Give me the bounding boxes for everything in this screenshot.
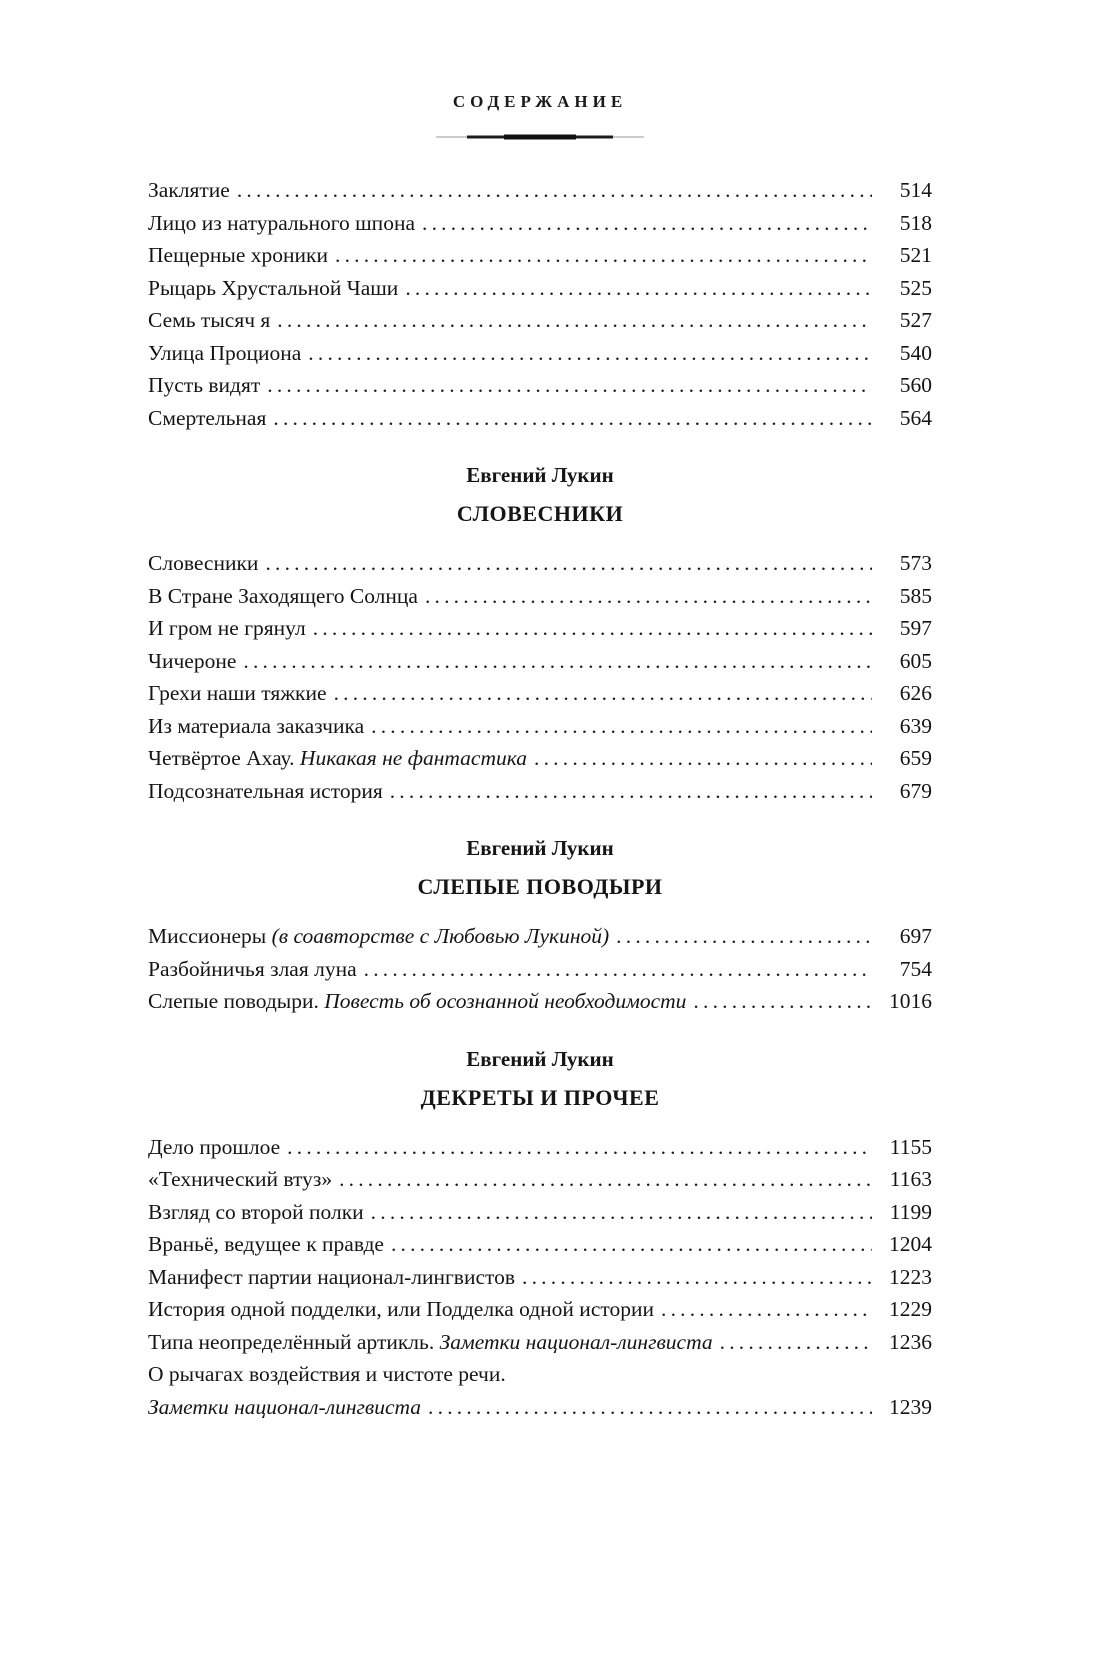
entry-title [148,985,686,1018]
dot-leader [661,1293,872,1326]
entry-title-part: Манифест партии национал-лингвистов [148,1264,516,1289]
toc-entry [148,304,932,337]
toc-entry [148,1326,932,1359]
toc-entry [148,1293,932,1326]
toc-entry [148,547,932,580]
toc-entry [148,1391,932,1424]
toc-entry [148,1163,932,1196]
entry-title-part: Из материала заказчика [148,713,365,738]
entry-title-part: Грехи наши тяжкие [148,681,327,705]
dot-leader [371,1196,872,1229]
page-number: 1236 [889,1329,932,1354]
entry-title [148,304,270,337]
dot-leader [391,1228,872,1261]
dot-leader [425,580,872,613]
dot-leader [313,612,872,645]
entry-title [148,677,327,710]
entry-title [148,547,258,580]
toc-entry-list [148,920,932,1018]
dot-leader [243,645,872,678]
dot-leader [273,402,872,435]
page-number: 1239 [889,1394,932,1419]
dot-leader [308,337,872,370]
toc-content [148,92,932,1423]
page-number: 525 [899,275,932,300]
toc-entry [148,1261,932,1294]
page-number: 1155 [889,1134,932,1159]
dot-leader [237,174,872,207]
divider-thick-line [504,134,576,139]
entry-title-part: Заклятие [148,178,230,202]
entry-title [148,174,230,207]
dot-leader [390,775,872,808]
entry-title-part: Разбойничья злая луна [148,956,357,981]
page-number: 1223 [889,1264,932,1289]
entry-title-part: Четвёртое Ахау. [148,746,300,770]
dot-leader [364,953,872,986]
entry-title [148,612,306,645]
entry-title [148,710,364,743]
dot-leader [371,710,872,743]
toc-entry [148,207,932,240]
entry-title-italic-part: Заметки национал-лингвиста [148,1394,422,1419]
toc-entry [148,1131,932,1164]
dot-leader [339,1163,872,1196]
section-heading: СЛОВЕСНИКИ [456,501,624,526]
dot-leader [267,369,872,402]
entry-title [148,953,357,986]
dot-leader [720,1326,872,1359]
section-heading: СЛЕПЫЕ ПОВОДЫРИ [417,874,663,899]
toc-entry-list [148,1131,932,1424]
entry-title [148,1163,332,1196]
entry-title-part: Лицо из натурального шпона [148,210,415,235]
page-number: 573 [899,551,932,575]
section-heading: ДЕКРЕТЫ И ПРОЧЕЕ [420,1084,660,1110]
dot-leader [693,985,872,1018]
entry-title [148,207,415,240]
entry-title-part: История одной подделки, или Подделка одной истории [148,1297,654,1321]
entry-title [148,1358,506,1391]
entry-title [148,1131,280,1164]
entry-title [148,337,301,370]
page-number: 1016 [889,989,932,1013]
entry-title-part: Подсознательная история [148,778,383,803]
entry-title [148,402,266,435]
dot-leader [428,1391,872,1424]
entry-title-part: Враньё, ведущее к правде [148,1232,384,1256]
dot-leader [616,920,872,953]
toc-entry [148,710,932,743]
toc-entry [148,272,932,305]
dot-leader [335,239,872,272]
entry-title-part: Семь тысяч я [148,308,271,332]
page-number: 514 [899,178,932,202]
page-number: 564 [899,405,932,430]
toc-section [148,174,932,434]
page-number: 1163 [889,1167,932,1191]
page-number: 639 [899,713,932,738]
section-author: Евгений Лукин [466,1046,614,1071]
page-number: 605 [899,648,932,673]
dot-leader [422,207,872,240]
toc-entry [148,920,932,953]
entry-title-part: Миссионеры [148,924,272,948]
page-number: 697 [899,924,932,948]
section-author: Евгений Лукин [466,463,614,487]
entry-title-part: Чичероне [148,648,237,673]
entry-title-part: Улица Проциона [148,340,302,365]
page-number: 754 [899,956,932,981]
toc-section [148,460,932,807]
dot-leader [265,547,872,580]
page-number: 560 [899,373,932,397]
entry-title [148,1228,384,1261]
entry-title [148,369,260,402]
entry-title-part: Словесники [148,551,259,575]
page-number: 679 [899,778,932,803]
toc-entry-list [148,174,932,434]
entry-title-part: Типа неопределённый артикль. [148,1329,440,1354]
entry-title-part: Дело прошлое [148,1134,281,1159]
dot-leader [287,1131,872,1164]
toc-entry [148,580,932,613]
dot-leader [522,1261,872,1294]
toc-sections [148,174,932,1423]
toc-entry [148,1228,932,1261]
page-number: 597 [899,616,932,640]
toc-entry [148,985,932,1018]
entry-title-part: Взгляд со второй полки [148,1199,364,1224]
page-number: 527 [899,308,932,332]
toc-entry [148,369,932,402]
page-number: 626 [899,681,932,705]
entry-title-part: Смертельная [148,405,267,430]
entry-title-part: Слепые поводыри. [148,989,325,1013]
entry-title [148,775,383,808]
page-number: 585 [899,583,932,608]
toc-entry [148,775,932,808]
entry-title-part: В Стране Заходящего Солнца [148,583,418,608]
entry-title [148,1326,713,1359]
toc-entry [148,337,932,370]
toc-entry-list [148,547,932,807]
entry-title [148,1391,421,1424]
entry-title [148,920,609,953]
toc-entry [148,1358,932,1391]
entry-title [148,1196,364,1229]
toc-entry [148,402,932,435]
entry-title-italic-part: Повесть об осознанной необходимости [324,989,687,1013]
entry-title-italic-part: Заметки национал-лингвиста [439,1329,713,1354]
entry-title-italic-part: (в соавторстве с Любовью Лукиной) [271,924,610,948]
page-number: 540 [899,340,932,365]
toc-entry [148,677,932,710]
page-number: 518 [899,210,932,235]
entry-title-part: О рычагах воздействия и чистоте речи. [148,1362,506,1386]
section-author: Евгений Лукин [466,836,614,860]
toc-entry [148,239,932,272]
entry-title-part: Рыцарь Хрустальной Чаши [148,275,399,300]
page-number: 1199 [889,1199,932,1224]
entry-title-italic-part: Никакая не фантастика [299,746,528,770]
page-title: СОДЕРЖАНИЕ [452,92,628,111]
decorative-divider [436,133,644,140]
toc-entry [148,953,932,986]
toc-entry [148,1196,932,1229]
entry-title [148,1261,515,1294]
toc-entry [148,645,932,678]
entry-title [148,239,328,272]
entry-title [148,580,418,613]
dot-leader [405,272,872,305]
dot-leader [334,677,872,710]
toc-entry [148,742,932,775]
entry-title [148,742,527,775]
dot-leader [277,304,872,337]
toc-entry [148,174,932,207]
dot-leader [534,742,872,775]
entry-title-part: Пещерные хроники [148,243,328,267]
toc-section [148,1044,932,1424]
page-number: 1204 [889,1232,932,1256]
page-number: 659 [899,746,932,770]
entry-title [148,272,398,305]
entry-title [148,1293,654,1326]
entry-title [148,645,236,678]
entry-title-part: И гром не грянул [148,616,306,640]
page-number: 521 [899,243,932,267]
toc-section [148,833,932,1018]
entry-title-part: «Технический втуз» [148,1167,333,1191]
page-number: 1229 [889,1297,932,1321]
toc-entry [148,612,932,645]
entry-title-part: Пусть видят [148,373,261,397]
